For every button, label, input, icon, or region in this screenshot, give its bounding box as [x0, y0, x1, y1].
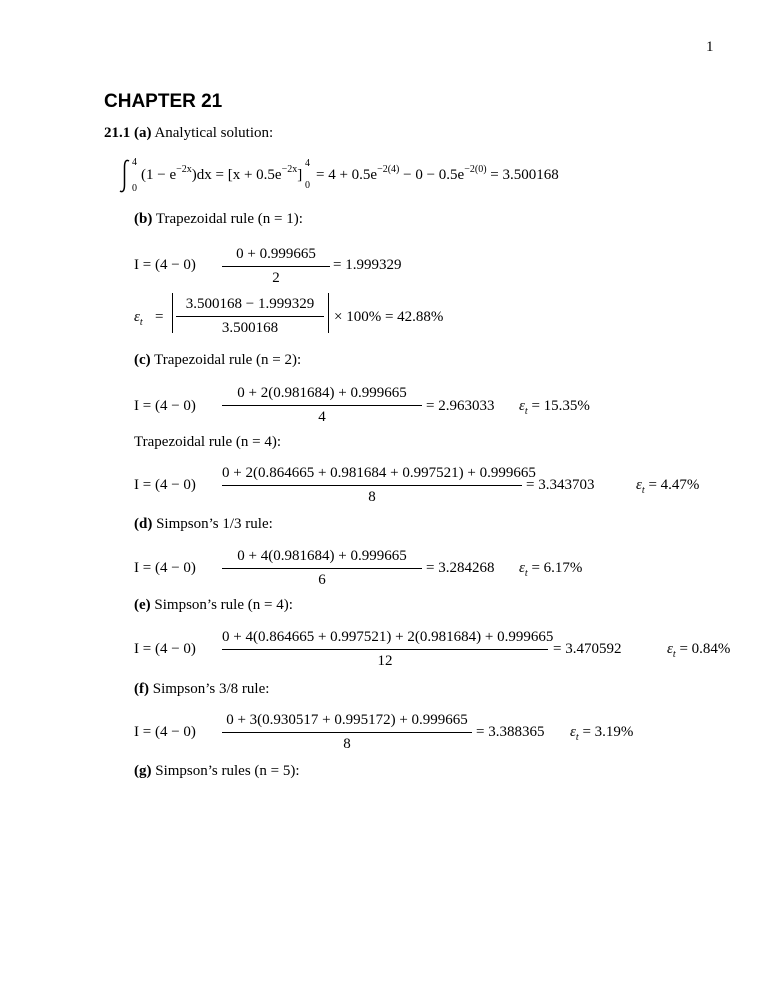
- abs-bar-left: [172, 293, 173, 333]
- chapter-title: CHAPTER 21: [104, 91, 223, 112]
- part-d-label: (d): [134, 516, 153, 532]
- part-e-label: (e): [134, 597, 151, 613]
- part-b-error-symbol: $\varepsilon_t$: [134, 309, 143, 328]
- part-c2-error: $\varepsilon_t = 4.47\%$: [636, 477, 700, 496]
- part-b-lhs: I = (4 − 0): [134, 257, 196, 273]
- abs-bar-right: [328, 293, 329, 333]
- eval-exponent-2: −2(0): [464, 164, 487, 175]
- part-c-error-value: = 15.35%: [531, 398, 590, 414]
- evaluation: [316, 164, 559, 184]
- fraction-bar: [176, 316, 324, 317]
- part-a-heading: [104, 125, 273, 142]
- part-d-denominator: 6: [318, 572, 326, 588]
- part-b-heading: [134, 211, 303, 228]
- part-g-label: (g): [134, 763, 152, 779]
- part-c-error: $\varepsilon_t = 15.35\%$: [519, 398, 590, 417]
- part-e-error: $\varepsilon_t = 0.84\%$: [667, 641, 731, 660]
- part-c2-lhs: I = (4 − 0): [134, 477, 196, 493]
- part-c2-result: = 3.343703: [526, 477, 595, 493]
- part-c2-fraction: [222, 465, 536, 506]
- part-d-lhs: I = (4 − 0): [134, 560, 196, 576]
- part-f-numerator: 0 + 3(0.930517 + 0.995172) + 0.999665: [226, 712, 468, 728]
- part-e-fraction: [222, 629, 554, 670]
- part-b-result: = 1.999329: [333, 257, 402, 273]
- eval-part-c: = 3.500168: [486, 167, 559, 183]
- part-a-text: Analytical solution:: [154, 125, 274, 141]
- integrand-left: (1 − e: [141, 167, 177, 183]
- part-b-text: Trapezoidal rule (n = 1):: [155, 211, 303, 227]
- part-b-error-denominator: 3.500168: [221, 320, 279, 336]
- eval-part-a: = 4 + 0.5e: [316, 167, 378, 183]
- part-f-error: $\varepsilon_t = 3.19\%$: [570, 724, 634, 743]
- eval-exponent-1: −2(4): [377, 164, 400, 175]
- part-c-lhs: I = (4 − 0): [134, 398, 196, 414]
- part-e-numerator: 0 + 4(0.864665 + 0.997521) + 2(0.981684) + 0.999665: [222, 629, 554, 645]
- part-d-error: $\varepsilon_t = 6.17\%$: [519, 560, 583, 579]
- part-b-error-result: × 100% = 42.88%: [334, 309, 444, 325]
- part-g-heading: [134, 763, 300, 780]
- part-c2-error-value: = 4.47%: [648, 477, 700, 493]
- part-d-error-value: = 6.17%: [531, 560, 583, 576]
- fraction-bar: [222, 568, 422, 569]
- part-d-result: = 3.284268: [426, 560, 495, 576]
- fraction-bar: [222, 732, 472, 733]
- part-c2-numerator: 0 + 2(0.864665 + 0.981684 + 0.997521) + 0.999665: [222, 465, 536, 481]
- integral-sign: [118, 158, 132, 194]
- part-e-heading: [134, 597, 293, 614]
- part-c-heading: [134, 352, 301, 369]
- part-d-text: Simpson’s 1/3 rule:: [156, 516, 273, 532]
- part-b-fraction: [222, 246, 330, 287]
- page-number: 1: [706, 39, 714, 55]
- bracket-lower-limit: 0: [305, 180, 310, 191]
- integrand-mid: )dx = [x + 0.5e: [191, 167, 282, 183]
- part-f-denominator: 8: [343, 736, 351, 752]
- part-b-label: (b): [134, 211, 153, 227]
- integral-lower-limit: 0: [132, 183, 137, 194]
- part-d-fraction: [222, 548, 422, 589]
- part-d-numerator: 0 + 4(0.981684) + 0.999665: [237, 548, 407, 564]
- part-f-fraction: [222, 712, 472, 753]
- part-f-text: Simpson’s 3/8 rule:: [152, 681, 270, 697]
- part-e-error-value: = 0.84%: [679, 641, 731, 657]
- part-b-error-eq: =: [155, 309, 164, 325]
- bracket-close: ]: [297, 167, 303, 183]
- part-b-denominator: 2: [272, 270, 280, 286]
- part-e-result: = 3.470592: [553, 641, 622, 657]
- bracket-upper-limit: 4: [305, 158, 310, 169]
- part-c-denominator: 4: [318, 409, 326, 425]
- fraction-bar: [222, 266, 330, 267]
- part-f-lhs: I = (4 − 0): [134, 724, 196, 740]
- eval-part-b: − 0 − 0.5e: [399, 167, 465, 183]
- part-d-heading: [134, 516, 273, 533]
- part-b-numerator: 0 + 0.999665: [236, 246, 316, 262]
- part-f-result: = 3.388365: [476, 724, 545, 740]
- fraction-bar: [222, 649, 548, 650]
- fraction-bar: [222, 485, 522, 486]
- part-c-fraction: [222, 385, 422, 426]
- part-c2-denominator: 8: [368, 489, 376, 505]
- problem-number: 21.1: [104, 125, 131, 141]
- part-f-heading: [134, 681, 269, 698]
- part-a-label: (a): [134, 125, 152, 141]
- part-e-lhs: I = (4 − 0): [134, 641, 196, 657]
- integrand-exponent: −2x: [176, 164, 192, 175]
- part-f-error-value: = 3.19%: [582, 724, 634, 740]
- part-c2-heading: Trapezoidal rule (n = 4):: [134, 434, 282, 450]
- integral-expression: [141, 164, 303, 184]
- part-e-denominator: 12: [377, 653, 393, 669]
- part-f-label: (f): [134, 681, 149, 697]
- part-c-label: (c): [134, 352, 151, 368]
- part-b-error-numerator: 3.500168 − 1.999329: [185, 296, 315, 312]
- part-g-text: Simpson’s rules (n = 5):: [155, 763, 300, 779]
- part-b-error-fraction: [176, 296, 324, 337]
- part-c-numerator: 0 + 2(0.981684) + 0.999665: [237, 385, 407, 401]
- part-c-text: Trapezoidal rule (n = 2):: [154, 352, 302, 368]
- antiderivative-exponent: −2x: [281, 164, 298, 175]
- integral-upper-limit: 4: [132, 157, 137, 168]
- fraction-bar: [222, 405, 422, 406]
- part-c-result: = 2.963033: [426, 398, 495, 414]
- part-e-text: Simpson’s rule (n = 4):: [154, 597, 293, 613]
